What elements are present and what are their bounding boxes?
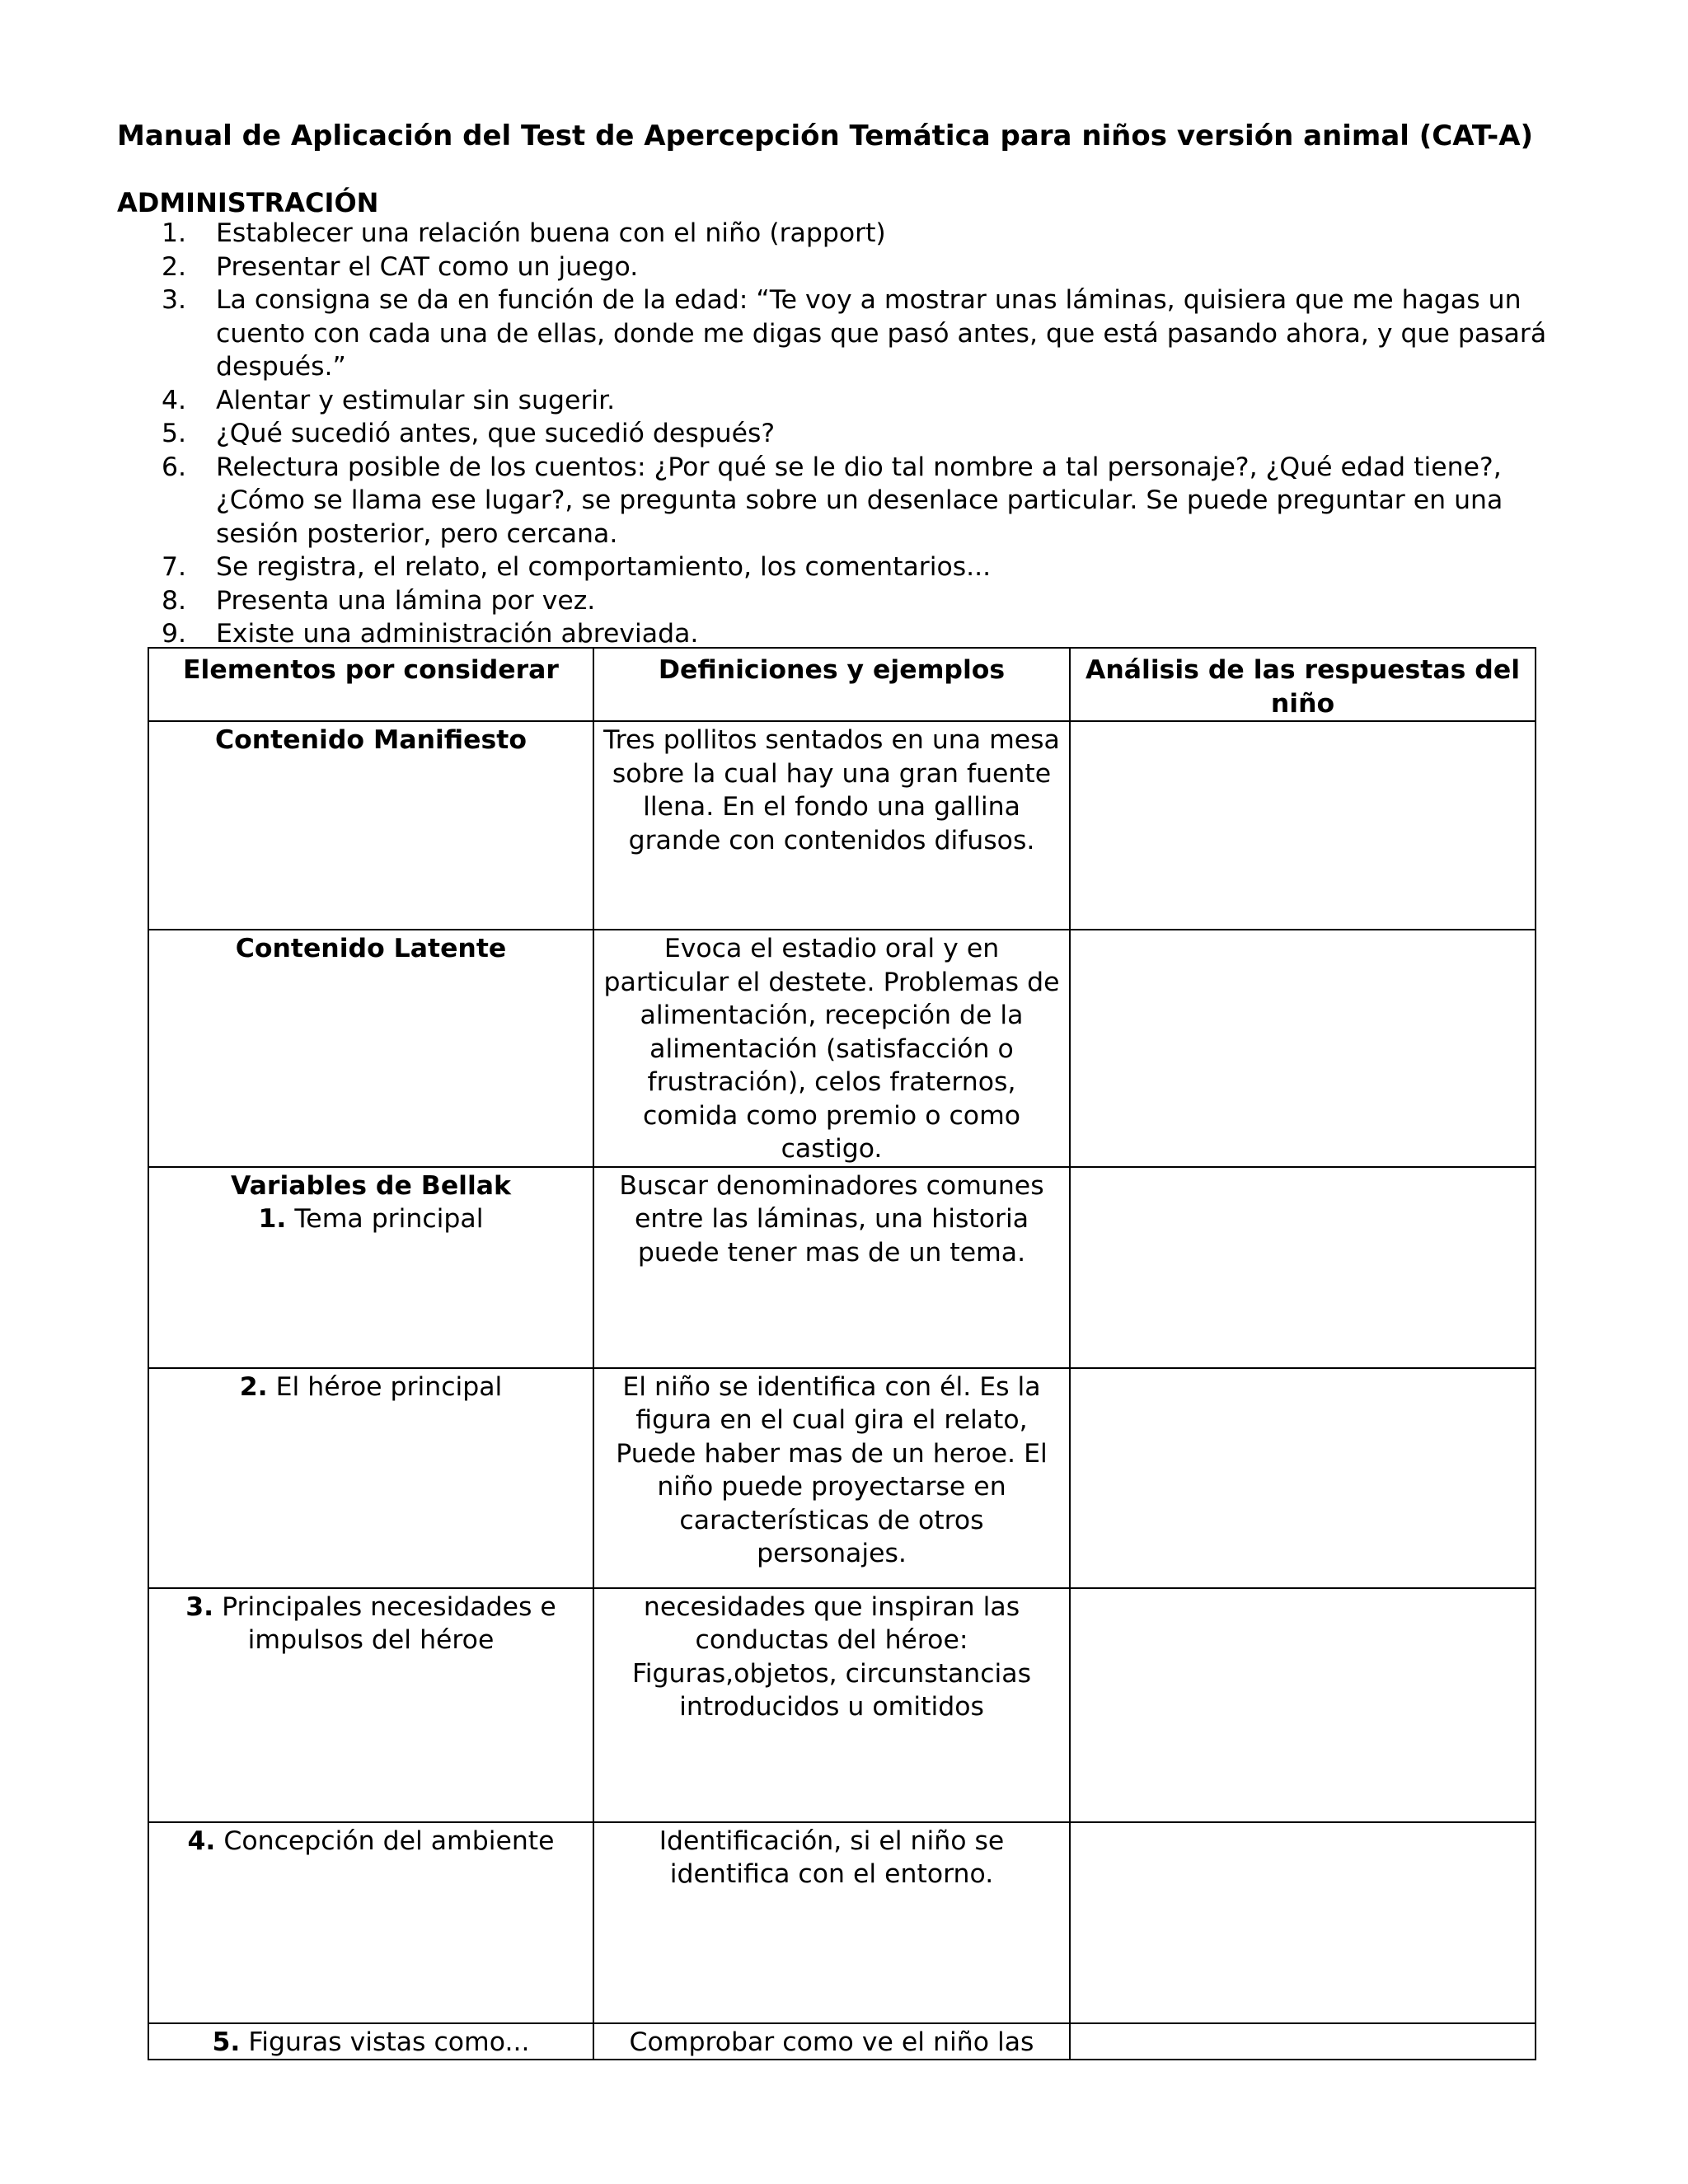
definition-cell: Comprobar como ve el niño las xyxy=(593,2023,1070,2060)
definition-cell: Identificación, si el niño se identifica con el entorno. xyxy=(593,1822,1070,2023)
list-item xyxy=(117,417,1576,451)
element-title: Contenido Latente xyxy=(235,934,507,963)
list-item xyxy=(117,384,1576,418)
step-text: Relectura posible de los cuentos: ¿Por qué se le dio tal nombre a tal personaje?, ¿Qué edad tiene?, ¿Cómo se llama ese lugar?, se pregunta sobre un desenlace particular. Se puede preguntar en una sesión posterior, pero cercana. xyxy=(216,452,1503,549)
element-subitem xyxy=(157,2026,584,2060)
analysis-cell[interactable] xyxy=(1070,930,1536,1167)
step-number: 2. xyxy=(162,251,187,282)
table-row xyxy=(148,2023,1536,2060)
table-header-row xyxy=(148,648,1536,721)
section-heading: ADMINISTRACIÓN xyxy=(117,187,379,218)
definition-cell: Evoca el estadio oral y en particular el destete. Problemas de alimentación, recepción de la alimentación (satisfacción o frustración), celos fraternos, comida como premio o como castigo. xyxy=(593,930,1070,1167)
list-item xyxy=(117,584,1576,618)
element-subitem xyxy=(157,1825,584,1858)
step-text: Presenta una lámina por vez. xyxy=(216,585,596,616)
administration-steps xyxy=(117,217,1576,651)
list-item xyxy=(117,284,1576,384)
step-number: 5. xyxy=(162,419,187,448)
column-header: Elementos por considerar xyxy=(148,648,593,721)
element-label: El héroe principal xyxy=(267,1371,503,1402)
step-text: ¿Qué sucedió antes, que sucedió después? xyxy=(216,419,776,448)
element-label: Principales necesidades e impulsos del héroe xyxy=(213,1591,556,1655)
step-text: Existe una administración abreviada. xyxy=(216,619,699,649)
element-number: 5. xyxy=(212,2027,241,2057)
element-cell xyxy=(148,2023,593,2060)
list-item xyxy=(117,551,1576,584)
element-subitem xyxy=(157,1202,584,1236)
element-number: 4. xyxy=(187,1825,216,1856)
element-label: Concepción del ambiente xyxy=(215,1825,555,1856)
step-number: 1. xyxy=(162,218,187,248)
list-item xyxy=(117,617,1576,651)
element-cell xyxy=(148,930,593,1167)
element-title: Contenido Manifiesto xyxy=(215,725,527,755)
element-subitem xyxy=(157,1591,584,1657)
step-number: 6. xyxy=(162,452,187,482)
analysis-cell[interactable] xyxy=(1070,1368,1536,1588)
column-header: Análisis de las respuestas del niño xyxy=(1070,648,1536,721)
analysis-table xyxy=(148,647,1536,2060)
step-text: Presentar el CAT como un juego. xyxy=(216,251,639,282)
analysis-cell[interactable] xyxy=(1070,721,1536,930)
step-text: Se registra, el relato, el comportamiento, los comentarios... xyxy=(216,552,992,582)
table-row xyxy=(148,721,1536,930)
document-title: Manual de Aplicación del Test de Apercepción Temática para niños versión animal (CAT-A) xyxy=(117,120,1534,152)
definition-cell: Buscar denominadores comunes entre las láminas, una historia puede tener mas de un tema. xyxy=(593,1167,1070,1368)
table-row xyxy=(148,1167,1536,1368)
element-number: 3. xyxy=(185,1591,214,1622)
step-number: 7. xyxy=(162,552,187,582)
analysis-cell[interactable] xyxy=(1070,1167,1536,1368)
element-number: 2. xyxy=(239,1371,268,1402)
step-text: Alentar y estimular sin sugerir. xyxy=(216,385,616,415)
element-cell xyxy=(148,1822,593,2023)
step-number: 4. xyxy=(162,385,187,415)
element-title: Variables de Bellak xyxy=(231,1170,511,1201)
element-label: Figuras vistas como... xyxy=(240,2027,530,2057)
definition-cell: Tres pollitos sentados en una mesa sobre la cual hay una gran fuente llena. En el fondo una gallina grande con contenidos difusos. xyxy=(593,721,1070,930)
table-row xyxy=(148,930,1536,1167)
step-number: 3. xyxy=(162,285,187,315)
table-row xyxy=(148,1588,1536,1822)
element-label: Tema principal xyxy=(286,1204,484,1234)
step-text: Establecer una relación buena con el niño (rapport) xyxy=(216,218,886,248)
analysis-cell[interactable] xyxy=(1070,1588,1536,1822)
element-cell xyxy=(148,721,593,930)
element-cell xyxy=(148,1167,593,1368)
definition-cell: El niño se identifica con él. Es la figura en el cual gira el relato, Puede haber mas de un heroe. El niño puede proyectarse en características de otros personajes. xyxy=(593,1368,1070,1588)
step-number: 9. xyxy=(162,619,187,649)
definition-cell: necesidades que inspiran las conductas del héroe: Figuras,objetos, circunstancias introducidos u omitidos xyxy=(593,1588,1070,1822)
list-item xyxy=(117,451,1576,551)
step-number: 8. xyxy=(162,585,187,616)
element-number: 1. xyxy=(258,1204,287,1234)
step-text: La consigna se da en función de la edad: “Te voy a mostrar unas láminas, quisiera que me hagas un cuento con cada una de ellas, donde me digas que pasó antes, que está pasando ahora, y que pasará después.” xyxy=(216,285,1547,382)
element-cell xyxy=(148,1588,593,1822)
table-row xyxy=(148,1822,1536,2023)
table-row xyxy=(148,1368,1536,1588)
element-subitem xyxy=(157,1371,584,1404)
element-cell xyxy=(148,1368,593,1588)
list-item xyxy=(117,251,1576,284)
analysis-cell[interactable] xyxy=(1070,2023,1536,2060)
analysis-cell[interactable] xyxy=(1070,1822,1536,2023)
list-item xyxy=(117,217,1576,251)
column-header: Definiciones y ejemplos xyxy=(593,648,1070,721)
